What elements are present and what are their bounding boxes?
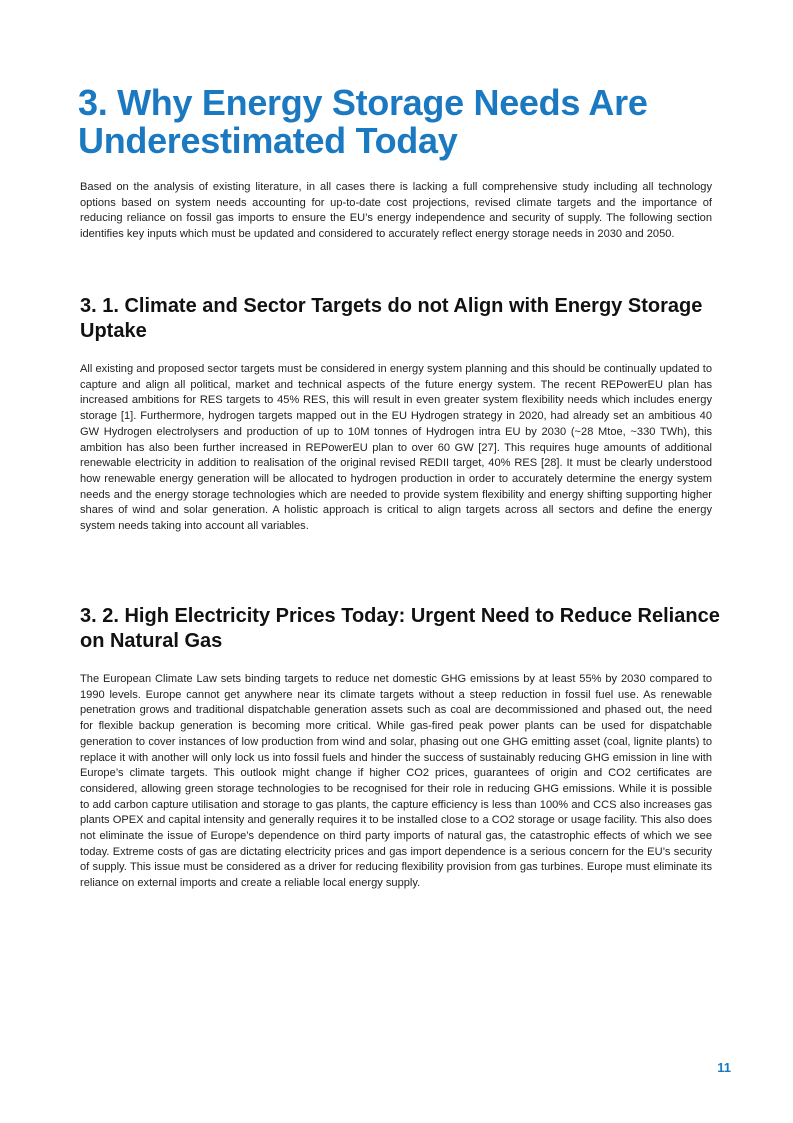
section-paragraph-3-1: All existing and proposed sector targets must be considered in energy system planning and this should be continually updated to capture and align all political, market and technical aspects of the future energy system. The recent REPowerEU plan has increased ambitions for RES targets to 45% RES, this will result in even greater system flexibility needs which includes energy storage [1]. Furthermore, hydrogen targets mapped out in the EU Hydrogen strategy in 2020, had already set an ambitious 40 GW Hydrogen electrolysers and production of up to 10M tonnes of Hydrogen intra EU by 2030 (~28 Mtoe, ~330 TWh), this ambition has also been further increased in REPowerEU plan to over 60 GW [27]. This requires huge amounts of additional renewable electricity in addition to realisation of the original revised REDII target, 40% RES [28]. It must be clearly understood how renewable energy generation will be allocated to hydrogen production in order to accurately determine the energy system needs and the energy storage technologies which are needed to provide system flexibility and energy shifting supporting higher shares of wind and solar generation. A holistic approach is critical to align targets across all sectors and define the energy system needs taking into account all variables. <box>80 363 712 533</box>
page-number: 11 <box>717 1060 731 1075</box>
intro-paragraph: Based on the analysis of existing literature, in all cases there is lacking a full comprehensive study including all technology options based on system needs accounting for up-to-date cost projections, revised climate targets and the importance of reducing reliance on fossil gas imports to ensure the EU’s energy independence and security of supply. The following section identifies key inputs which must be updated and considered to accurately reflect energy storage needs in 2030 and 2050. <box>80 181 712 241</box>
section-heading-3-1: 3. 1. Climate and Sector Targets do not Align with Energy Storage Uptake <box>80 295 703 342</box>
section-heading-3-2: 3. 2. High Electricity Prices Today: Urgent Need to Reduce Reliance on Natural Gas <box>80 605 720 652</box>
section-paragraph-3-2: The European Climate Law sets binding targets to reduce net domestic GHG emissions by at least 55% by 2030 compared to 1990 levels. Europe cannot get anywhere near its climate targets without a steep reduction in fossil fuel use. As renewable penetration grows and traditional dispatchable generation assets such as coal are decommissioned and phased out, the need for flexible backup generation is becoming more critical. While gas-fired peak power plants can be used for dispatchable generation to cover instances of low production from wind and solar, phasing out one GHG emitting asset (coal, lignite plants) to replace it with another will only lock us into fossil fuels and hinder the success of sustainably reducing GHG emission in line with Europe’s climate targets. This outlook might change if higher CO2 prices, guarantees of origin and CO2 certificates are considered, allowing green storage technologies to be recognised for their role in reducing GHG emissions. While it is possible to add carbon capture utilisation and storage to gas plants, the capture efficiency is less than 100% and CCS also increases gas plants OPEX and capital intensity and generally requires it to be installed close to a CO2 storage or usage facility. This also does not eliminate the issue of Europe’s dependence on third party imports of natural gas, the catastrophic effects of which we see today. Extreme costs of gas are dictating electricity prices and gas import dependence is a serious concern for the EU’s security of supply. This issue must be considered as a driver for reducing flexibility provision from gas turbines. Europe must eliminate its reliance on external imports and create a reliable local energy supply. <box>80 673 712 890</box>
page-title: 3. Why Energy Storage Needs Are Underestimated Today <box>78 82 648 161</box>
